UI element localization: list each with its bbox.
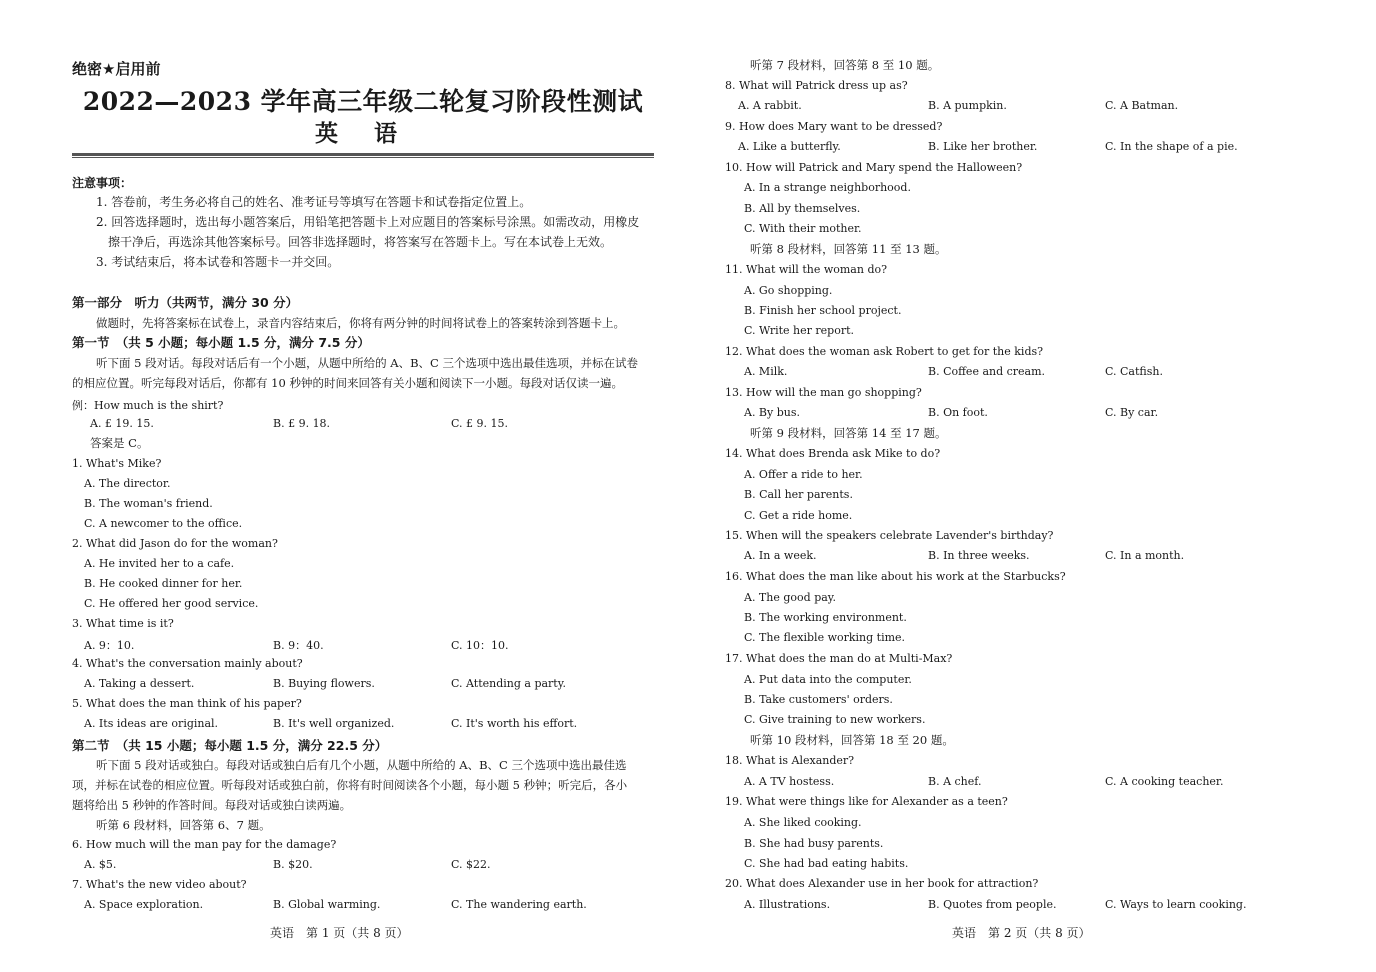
option: B. $20. xyxy=(273,858,313,871)
option: C. A newcomer to the office. xyxy=(84,517,243,530)
option: B. Buying flowers. xyxy=(273,677,375,690)
option: A. Space exploration. xyxy=(84,898,204,911)
question: 10. How will Patrick and Mary spend the Halloween? xyxy=(725,161,1023,174)
option: B. It's well organized. xyxy=(273,717,395,730)
question: 11. What will the woman do? xyxy=(725,263,888,276)
question: 8. What will Patrick dress up as? xyxy=(725,79,908,92)
option: B. 9：40. xyxy=(273,639,324,652)
part1-heading: 第一部分 听力（共两节，满分 30 分） xyxy=(72,295,299,310)
question: 13. How will the man go shopping? xyxy=(725,386,922,399)
notes-heading: 注意事项： xyxy=(72,176,133,190)
section2-intro: 项，并标在试卷的相应位置。听每段对话或独白前，你将有时间阅读各个小题，每小题 5 秒钟；听完后，各小 xyxy=(72,778,628,792)
option: C. Get a ride home. xyxy=(744,509,853,522)
option: B. Take customers' orders. xyxy=(744,693,893,706)
section1-heading: 第一节 （共 5 小题；每小题 1.5 分，满分 7.5 分） xyxy=(72,335,370,350)
question: 14. What does Brenda ask Mike to do? xyxy=(725,447,941,460)
question: 18. What is Alexander? xyxy=(725,754,855,767)
option: B. Finish her school project. xyxy=(744,304,902,317)
note-item: 2. 回答选择题时，选出每小题答案后，用铅笔把答题卡上对应题目的答案标号涂黑。如需改动，用橡皮 xyxy=(96,215,640,229)
question: 16. What does the man like about his work at the Starbucks? xyxy=(725,570,1066,583)
question: 19. What were things like for Alexander as a teen? xyxy=(725,795,1008,808)
material-label: 听第 10 段材料，回答第 18 至 20 题。 xyxy=(750,733,954,747)
material-label: 听第 7 段材料，回答第 8 至 10 题。 xyxy=(750,58,940,72)
option: B. Call her parents. xyxy=(744,488,853,501)
option: A. The good pay. xyxy=(744,591,837,604)
option: C. $22. xyxy=(451,858,491,871)
question: 17. What does the man do at Multi-Max? xyxy=(725,652,953,665)
option: C. £ 9. 15. xyxy=(451,417,508,430)
option: C. 10：10. xyxy=(451,639,509,652)
option: A. Offer a ride to her. xyxy=(744,468,863,481)
option: A. Like a butterfly. xyxy=(738,140,841,153)
option: A. She liked cooking. xyxy=(744,816,862,829)
section1-intro: 的相应位置。听完每段对话后，你都有 10 秒钟的时间来回答有关小题和阅读下一小题。每段对话仅读一遍。 xyxy=(72,376,623,390)
exam-page-2 xyxy=(688,0,1376,972)
option: A. The director. xyxy=(84,477,171,490)
question: 6. How much will the man pay for the damage? xyxy=(72,838,337,851)
question: 7. What's the new video about? xyxy=(72,878,247,891)
option: C. He offered her good service. xyxy=(84,597,259,610)
question: 1. What's Mike? xyxy=(72,457,162,470)
question: 5. What does the man think of his paper? xyxy=(72,697,302,710)
option: A. Illustrations. xyxy=(744,898,831,911)
option: B. The working environment. xyxy=(744,611,907,624)
exam-title: 2022—2023 学年高三年级二轮复习阶段性测试 xyxy=(82,87,644,116)
question: 20. What does Alexander use in her book for attraction? xyxy=(725,877,1039,890)
option: B. The woman's friend. xyxy=(84,497,213,510)
question: 9. How does Mary want to be dressed? xyxy=(725,120,943,133)
option: C. The flexible working time. xyxy=(744,631,906,644)
option: B. All by themselves. xyxy=(744,202,861,215)
section2-intro: 题将给出 5 秒钟的作答时间。每段对话或独白读两遍。 xyxy=(72,798,352,812)
option: A. He invited her to a cafe. xyxy=(84,557,235,570)
option: C. Attending a party. xyxy=(451,677,566,690)
section1-intro: 听下面 5 段对话。每段对话后有一个小题，从题中所给的 A、B、C 三个选项中选出最佳选项，并标在试卷 xyxy=(96,356,638,370)
option: C. She had bad eating habits. xyxy=(744,857,909,870)
option: A. 9：10. xyxy=(84,639,135,652)
question: 4. What's the conversation mainly about? xyxy=(72,657,303,670)
option: A. A TV hostess. xyxy=(744,775,835,788)
option: C. Ways to learn cooking. xyxy=(1105,898,1247,911)
option: B. Coffee and cream. xyxy=(928,365,1046,378)
option: C. A Batman. xyxy=(1105,99,1179,112)
page-footer: 英语 第 1 页（共 8 页） xyxy=(270,926,409,940)
material-label: 听第 9 段材料，回答第 14 至 17 题。 xyxy=(750,426,947,440)
example-answer: 答案是 C。 xyxy=(90,436,149,450)
option: B. She had busy parents. xyxy=(744,837,884,850)
option: A. Taking a dessert. xyxy=(84,677,195,690)
option: B. He cooked dinner for her. xyxy=(84,577,243,590)
page-footer: 英语 第 2 页（共 8 页） xyxy=(952,926,1091,940)
option: A. In a week. xyxy=(744,549,817,562)
option: B. Global warming. xyxy=(273,898,381,911)
example-question: 例：How much is the shirt? xyxy=(72,399,224,412)
section2-heading: 第二节 （共 15 小题；每小题 1.5 分，满分 22.5 分） xyxy=(72,738,388,753)
option: C. By car. xyxy=(1105,406,1159,419)
option: A. By bus. xyxy=(744,406,800,419)
option: A. £ 19. 15. xyxy=(90,417,154,430)
option: C. In the shape of a pie. xyxy=(1105,140,1238,153)
option: B. A chef. xyxy=(928,775,982,788)
option: B. £ 9. 18. xyxy=(273,417,331,430)
option: C. Give training to new workers. xyxy=(744,713,926,726)
question: 15. When will the speakers celebrate Lavender's birthday? xyxy=(725,529,1054,542)
option: C. Write her report. xyxy=(744,324,854,337)
material-label: 听第 6 段材料，回答第 6、7 题。 xyxy=(96,818,271,832)
option: A. Go shopping. xyxy=(744,284,833,297)
note-item: 1. 答卷前，考生务必将自己的姓名、准考证号等填写在答题卡和试卷指定位置上。 xyxy=(96,195,532,209)
option: C. It's worth his effort. xyxy=(451,717,578,730)
option: C. A cooking teacher. xyxy=(1105,775,1224,788)
option: B. Like her brother. xyxy=(928,140,1038,153)
option: B. Quotes from people. xyxy=(928,898,1057,911)
material-label: 听第 8 段材料，回答第 11 至 13 题。 xyxy=(750,242,947,256)
option: B. In three weeks. xyxy=(928,549,1030,562)
question: 3. What time is it? xyxy=(72,617,174,630)
title-divider xyxy=(72,153,654,158)
part1-intro: 做题时，先将答案标在试卷上，录音内容结束后，你将有两分钟的时间将试卷上的答案转涂到答题卡上。 xyxy=(96,316,625,330)
option: A. Its ideas are original. xyxy=(84,717,219,730)
option: C. With their mother. xyxy=(744,222,862,235)
section2-intro: 听下面 5 段对话或独白。每段对话或独白后有几个小题，从题中所给的 A、B、C 三个选项中选出最佳选 xyxy=(96,758,627,772)
confidential-label: 绝密★启用前 xyxy=(72,60,161,78)
option: B. A pumpkin. xyxy=(928,99,1007,112)
note-item: 擦干净后，再选涂其他答案标号。回答非选择题时，将答案写在答题卡上。写在本试卷上无效。 xyxy=(108,235,613,249)
note-item: 3. 考试结束后，将本试卷和答题卡一并交回。 xyxy=(96,255,340,269)
option: C. In a month. xyxy=(1105,549,1185,562)
option: A. A rabbit. xyxy=(738,99,802,112)
option: C. Catfish. xyxy=(1105,365,1163,378)
question: 2. What did Jason do for the woman? xyxy=(72,537,278,550)
subject-title: 英 语 xyxy=(314,120,411,147)
option: A. $5. xyxy=(84,858,117,871)
option: C. The wandering earth. xyxy=(451,898,587,911)
option: A. Milk. xyxy=(744,365,788,378)
option: B. On foot. xyxy=(928,406,988,419)
question: 12. What does the woman ask Robert to get for the kids? xyxy=(725,345,1044,358)
option: A. In a strange neighborhood. xyxy=(744,181,911,194)
option: A. Put data into the computer. xyxy=(744,673,912,686)
